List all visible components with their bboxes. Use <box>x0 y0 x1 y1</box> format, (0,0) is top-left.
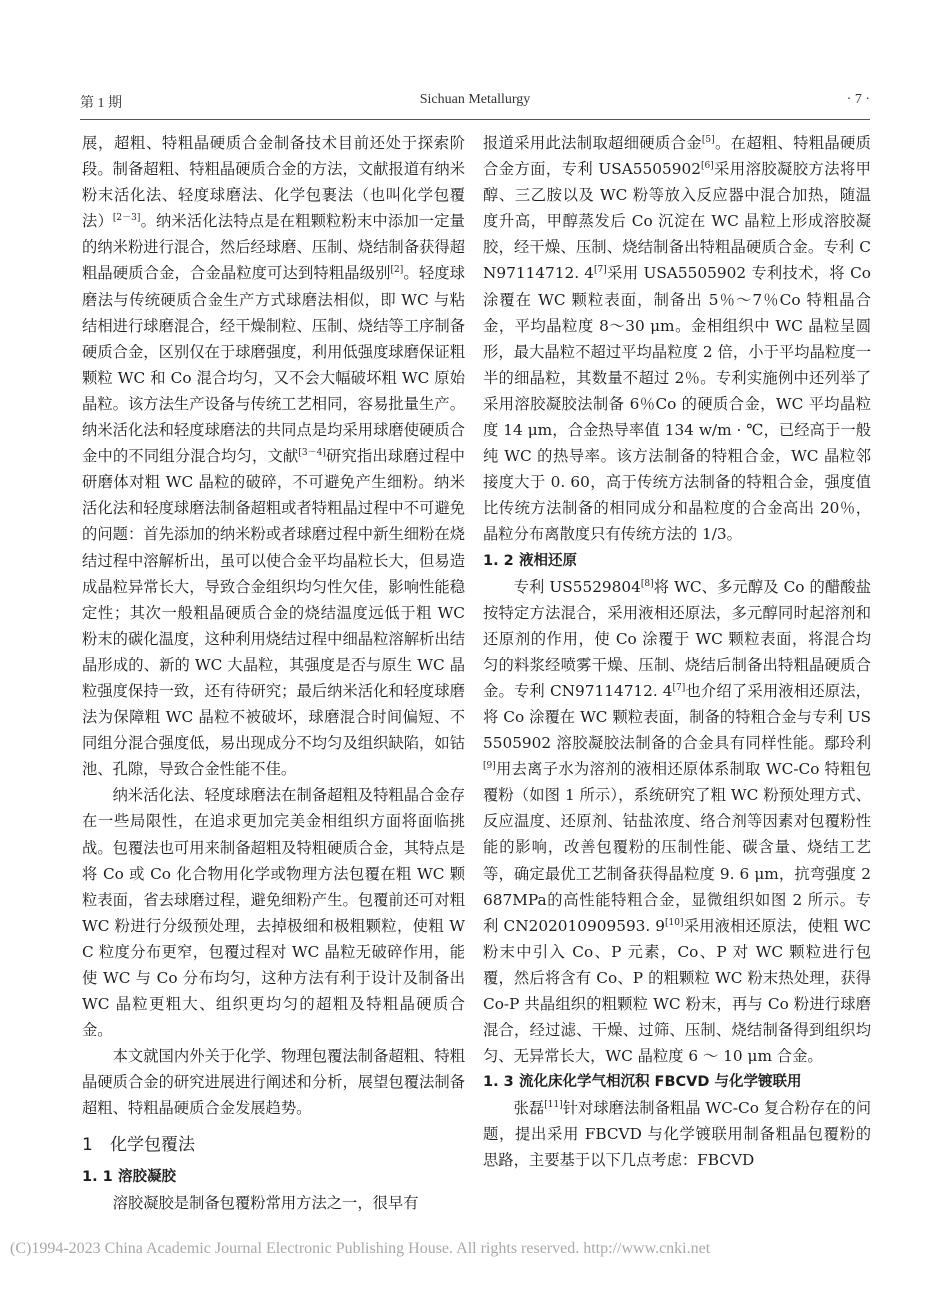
citation-ref[interactable]: [2] <box>390 265 404 276</box>
paragraph-scope: 本文就国内外关于化学、物理包覆法制备超粗、特粗晶硬质合金的研究进展进行阐述和分析，展望包覆法制备超粗、特粗晶硬质合金发展趋势。 <box>82 1047 465 1118</box>
page-number: · 7 · <box>846 92 870 107</box>
citation-ref[interactable]: [8] <box>640 578 654 589</box>
citation-ref[interactable]: [7] <box>594 265 607 276</box>
subsection-heading-sol-gel: 1. 1 溶胶凝胶 <box>82 1168 176 1185</box>
citation-ref[interactable]: [6] <box>700 161 714 171</box>
citation-ref[interactable]: [7] <box>672 682 686 693</box>
left-column <box>82 130 465 1216</box>
paragraph-sol-gel-start: 溶胶凝胶是制备包覆粉常用方法之一，很早有 <box>112 1193 419 1212</box>
running-header <box>80 92 870 112</box>
section-heading-chemical-coating: 1 化学包覆法 <box>82 1134 195 1155</box>
citation-ref[interactable]: [9] <box>483 761 496 772</box>
citation-ref[interactable]: [5] <box>701 134 715 145</box>
right-column <box>483 130 871 1174</box>
subsection-heading-liquid-reduction: 1. 2 液相还原 <box>483 552 577 569</box>
citation-ref[interactable]: [2－3] <box>112 213 141 224</box>
citation-ref[interactable]: [3－4] <box>298 448 326 459</box>
copyright-footer: (C)1994-2023 China Academic Journal Electronic Publishing House. All rights reserved. http://www.cnki.net <box>10 1240 711 1257</box>
subsection-heading-fbcvd: 1. 3 流化床化学气相沉积 FBCVD 与化学镀联用 <box>483 1074 802 1091</box>
paragraph-intro-continued: 展，超粗、特粗晶硬质合金制备技术目前还处于探索阶段。制备超粗、特粗晶硬质合金的方法，文献报道有纳米粉末活化法、轻度球磨法、化学包裹法（也叫化学包覆法）[2－3]。纳米活化法特点是在粗颗粒粉末中添加一定量的纳米粉进行混合，然后经球磨、压制、烧结制备获得超粗晶硬质合金，合金晶粒度可达到特粗晶级别[2]。轻度球磨法与传统硬质合金生产方式球磨法相似，即 WC 与粘结相进行球磨混合，经干燥制粒、压制、烧结等工序制备硬质合金，区别仅在于球磨强度，利用低强度球磨保证粗颗粒 WC 和 Co 混合均匀，又不会大幅破坏粗 WC 原始晶粒。该方法生产设备与传统工艺相同，容易批量生产。纳米活化法和轻度球磨法的共同点是均采用球磨使硬质合金中的不同组分混合均匀，文献[3－4]研究指出球磨过程中研磨体对粗 WC 晶粒的破碎，不可避免产生细粉。纳米活化法和轻度球磨法制备超粗或者特粗晶过程中不可避免的问题：首先添加的纳米粉或者球磨过程中新生细粉在烧结过程中溶解析出，虽可以使合金平均晶粒长大，但易造成晶粒异常长大，导致合金组织均匀性欠佳，影响性能稳定性；其次一般粗晶硬质合金的烧结温度远低于粗 WC 粉末的碳化温度，这种利用烧结过程中细晶粒溶解析出结晶形成的、新的 WC 大晶粒，其强度是否与原生 WC 晶粒强度保持一致，还有待研究；最后纳米活化和轻度球磨法为保障粗 WC 晶粒不被破坏，球磨混合时间偏短、不同组分混合强度低，易出现成分不均匀及组织缺陷，如钴池、孔隙，导致合金性能不佳。 <box>82 134 465 779</box>
header-rule <box>80 119 870 120</box>
citation-ref[interactable]: [10] <box>665 917 684 928</box>
paragraph-sol-gel-continued: 报道采用此法制取超细硬质合金[5]。在超粗、特粗晶硬质合金方面，专利 USA5505902[6]采用溶胶凝胶方法将甲醇、三乙胺以及 WC 粉等放入反应器中混合加热，随温度升高，甲醇蒸发后 Co 沉淀在 WC 晶粒上形成溶胶凝胶，经干燥、压制、烧结制备出特粗晶硬质合金。专利 CN97114712. 4[7]采用 USA5505902 专利技术，将 Co 涂覆在 WC 颗粒表面，制备出 5％～7％Co 特粗晶合金，平均晶粒度 8～30 μm。金相组织中 WC 晶粒呈圆形，最大晶粒不超过平均晶粒度 2 倍，小于平均晶粒度一半的细晶粒，其数量不超过 2％。专利实施例中还列举了采用溶胶凝胶法制备 6％Co 的硬质合金，WC 平均晶粒度 14 μm，合金热导率值 134 w/m · ℃，已经高于一般纯 WC 的热导率。该方法制备的特粗合金，WC 晶粒邻接度大于 0. 60，高于传统方法制备的特粗合金，强度值比传统方法制备的相同成分和晶粒度的合金高出 20％，晶粒分布离散度只有传统方法的 1/3。 <box>483 134 872 544</box>
paragraph-fbcvd: 张磊[11]针对球磨法制备粗晶 WC-Co 复合粉存在的问题，提出采用 FBCVD 与化学镀联用制备粗晶包覆粉的思路，主要基于以下几点考虑：FBCVD <box>483 1099 871 1170</box>
citation-ref[interactable]: [11] <box>544 1100 563 1111</box>
paragraph-coating-method: 纳米活化法、轻度球磨法在制备超粗及特粗晶合金存在一些局限性，在追求更加完美金相组织方面将面临挑战。包覆法也可用来制备超粗及特粗硬质合金，其特点是将 Co 或 Co 化合物用化学或物理方法包覆在粗 WC 颗粒表面，省去球磨过程，避免细粉产生。包覆前还可对粗 WC 粉进行分级预处理，去掉极细和极粗颗粒，使粗 WC 粒度分布更窄，包覆过程对 WC 晶粒无破碎作用，能使 WC 与 Co 分布均匀，这种方法有利于设计及制备出 WC 晶粒更粗大、组织更均匀的超粗及特粗晶硬质合金。 <box>82 786 465 1040</box>
paragraph-liquid-reduction: 专利 US5529804[8]将 WC、多元醇及 Co 的醋酸盐按特定方法混合，采用液相还原法，多元醇同时起溶剂和还原剂的作用，使 Co 涂覆于 WC 颗粒表面，将混合均匀的料浆经喷雾干燥、压制、烧结后制备出特粗晶硬质合金。专利 CN97114712. 4[7]也介绍了采用液相还原法，将 Co 涂覆在 WC 颗粒表面，制备的特粗合金与专利 US5505902 溶胶凝胶法制备的合金具有同样性能。鄢玲利[9]用去离子水为溶剂的液相还原体系制取 WC-Co 特粗包覆粉（如图 1 所示），系统研究了粗 WC 粉预处理方式、反应温度、还原剂、钴盐浓度、络合剂等因素对包覆粉性能的影响，改善包覆粉的压制性能、碳含量、烧结工艺等，确定最优工艺制备获得晶粒度 9. 6 μm，抗弯强度 2 687MPa的高性能特粗合金，显微组织如图 2 所示。专利 CN202010909593. 9[10]采用液相还原法，使粗 WC 粉末中引入 Co、P 元素，Co、P 对 WC 颗粒进行包覆，然后将含有 Co、P 的粗颗粒 WC 粉末热处理，获得 Co-P 共晶组织的粗颗粒 WC 粉末，再与 Co 粉进行球磨混合，经过滤、干燥、过筛、压制、烧结制备得到组织均匀、无异常长大，WC 晶粒度 6 ～ 10 μm 合金。 <box>483 577 871 1066</box>
issue-number: 第 1 期 <box>80 96 122 111</box>
journal-name: Sichuan Metallurgy <box>419 92 531 107</box>
